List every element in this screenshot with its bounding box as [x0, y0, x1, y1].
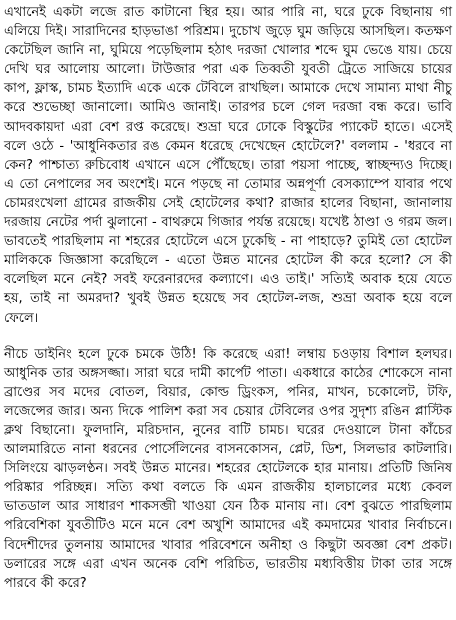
paragraph-hotel-room: এখানেই একটা লজে রাত কাটানো স্থির হয়। আর পারি না, ঘরে ঢুকে বিছানায় গা এলিয়ে দিই। সারাদিনের হাড়ভাঙা পরিশ্রম। দুচোখ জুড়ে ঘুম জড়িয়ে আসছিল। কতক্ষণ কেটেছিল জানি না, ঘুমিয়ে পড়েছিলাম হঠাৎ দরজা খোলার শব্দে ঘুম ভেঙে যায়। চেয়ে দেখি ঘর আলোয় আলো। টাউজার পরা এক তিব্বতী যুবতী ট্রেতে সাজিয়ে চায়ের কাপ, ফ্লাস্ক, চামচ ইত্যাদি একে একে টেবিলে রাখছিল। আমাকে দেখে সামান্য মাথা নীচু করে শুভেচ্ছা জানালো। আমিও জানাই। তারপর চলে গেল দরজা বন্ধ করে। ভাবি আদবকায়দা এরা বেশ রপ্ত করেছে। শুভ্রা ঘরে ঢোকে বিস্কুটের প্যাকেট হাতে। এসেই বলে ওঠে - 'আধুনিকতার রঙ কেমন ধরেছে দেখেছেন হোটেলে?' বললাম - 'ধরবে না কেন? পাশ্চাত্য রুচিবোধ এখানে এসে পৌঁছেছে। তারা পয়সা পাচ্ছে, স্বাচ্ছন্দ্যও দিচ্ছে। এ তো নেপালের সব অংশেই। মনে পড়ছে না তোমার অন্নপূর্ণা বেসক্যাম্পে যাবার পথে চোমরংখেলা গ্রামের রাজকীয় সেই হোটেলের কথা? রাজার হালের বিছানা, জানালায় দরজায় নেটের পর্দা ঝুলানো - বাথরুমে গিজার পর্যন্ত রয়েছে। যখেষ্ট ঠাণ্ডা ও গরম জল। ভাবতেই পারছিলাম না শহরের হোটেলে এসে ঢুকেছি - না পাহাড়ে? তুমিই তো হোটেল মালিককে জিজ্ঞাসা করেছিলে - এতো উন্নত মানের হোটেল কী করে হলো? সে কী বলেছিল মনে নেই? সবই ফরেনারদের কল্যাণে। এও তাই।' সত্যিই অবাক হয়ে যেতে হয়, তাই না অমরদা? খুবই উন্নত হয়েছে সব হোটেল-লজ, শুভ্রা অবাক হয়ে বলে ফেলে। — [4, 5, 452, 326]
paragraph-dining-hall: নীচে ডাইনিং হলে ঢুকে চমকে উঠি! কি করেছে এরা! লম্বায় চওড়ায় বিশাল হলঘর। আধুনিক তার অঙ্গসজ্জা। সারা ঘরে দামী কার্পেট পাতা। একধারে কাঠের শোকেসে নানা ব্রাণ্ডের সব মদের বোতল, বিয়ার, কোল্ড ড্রিংকস, পনির, মাখন, চকোলেট, টফি, লজেন্সের জার। অন্য দিকে পালিশ করা সব চেয়ার টেবিলের ওপর সুদৃশ্য রঙিন প্লাস্টিক ক্লথ বিছানো। ফুলদানি, মরিচদান, নুনের বাটি চামচ। ঘরের দেওয়ালে টানা কাঁচের আলমারিতে নানা ধরনের পোর্সেলিনের বাসনকোসন, প্লেট, ডিশ, সিলভার কাটলারি। সিলিংয়ে ঝাড়লণ্ঠন। সবই উন্নত মানের। শহরের হোটেলকে হার মানায়। প্রতিটি জিনিষ পরিষ্কার পরিচ্ছন্ন। সত্যি কথা বলতে কি এমন রাজকীয় হালচালের মধ্যে কেবল ভাতডাল আর সাধারণ শাকসব্জী খাওয়া যেন ঠিক মানায় না। বেশ বুঝতে পারছিলাম পরিবেশিকা যুবতীটিও মনে মনে বেশ অখুশি আমাদের এই কমদামের খাবার নির্বাচনে। বিদেশীদের তুলনায় আমাদের খাবার পরিবেশনে অনীহা ও কিছুটা অবজ্ঞা বেশ প্রকট। ডলারের সঙ্গে এরা এখন অনেক বেশি পরিচিত, ভারতীয় মধ্যবিত্তীয় টাকা তার সঙ্গে পারবে কী করে? — [4, 346, 452, 591]
